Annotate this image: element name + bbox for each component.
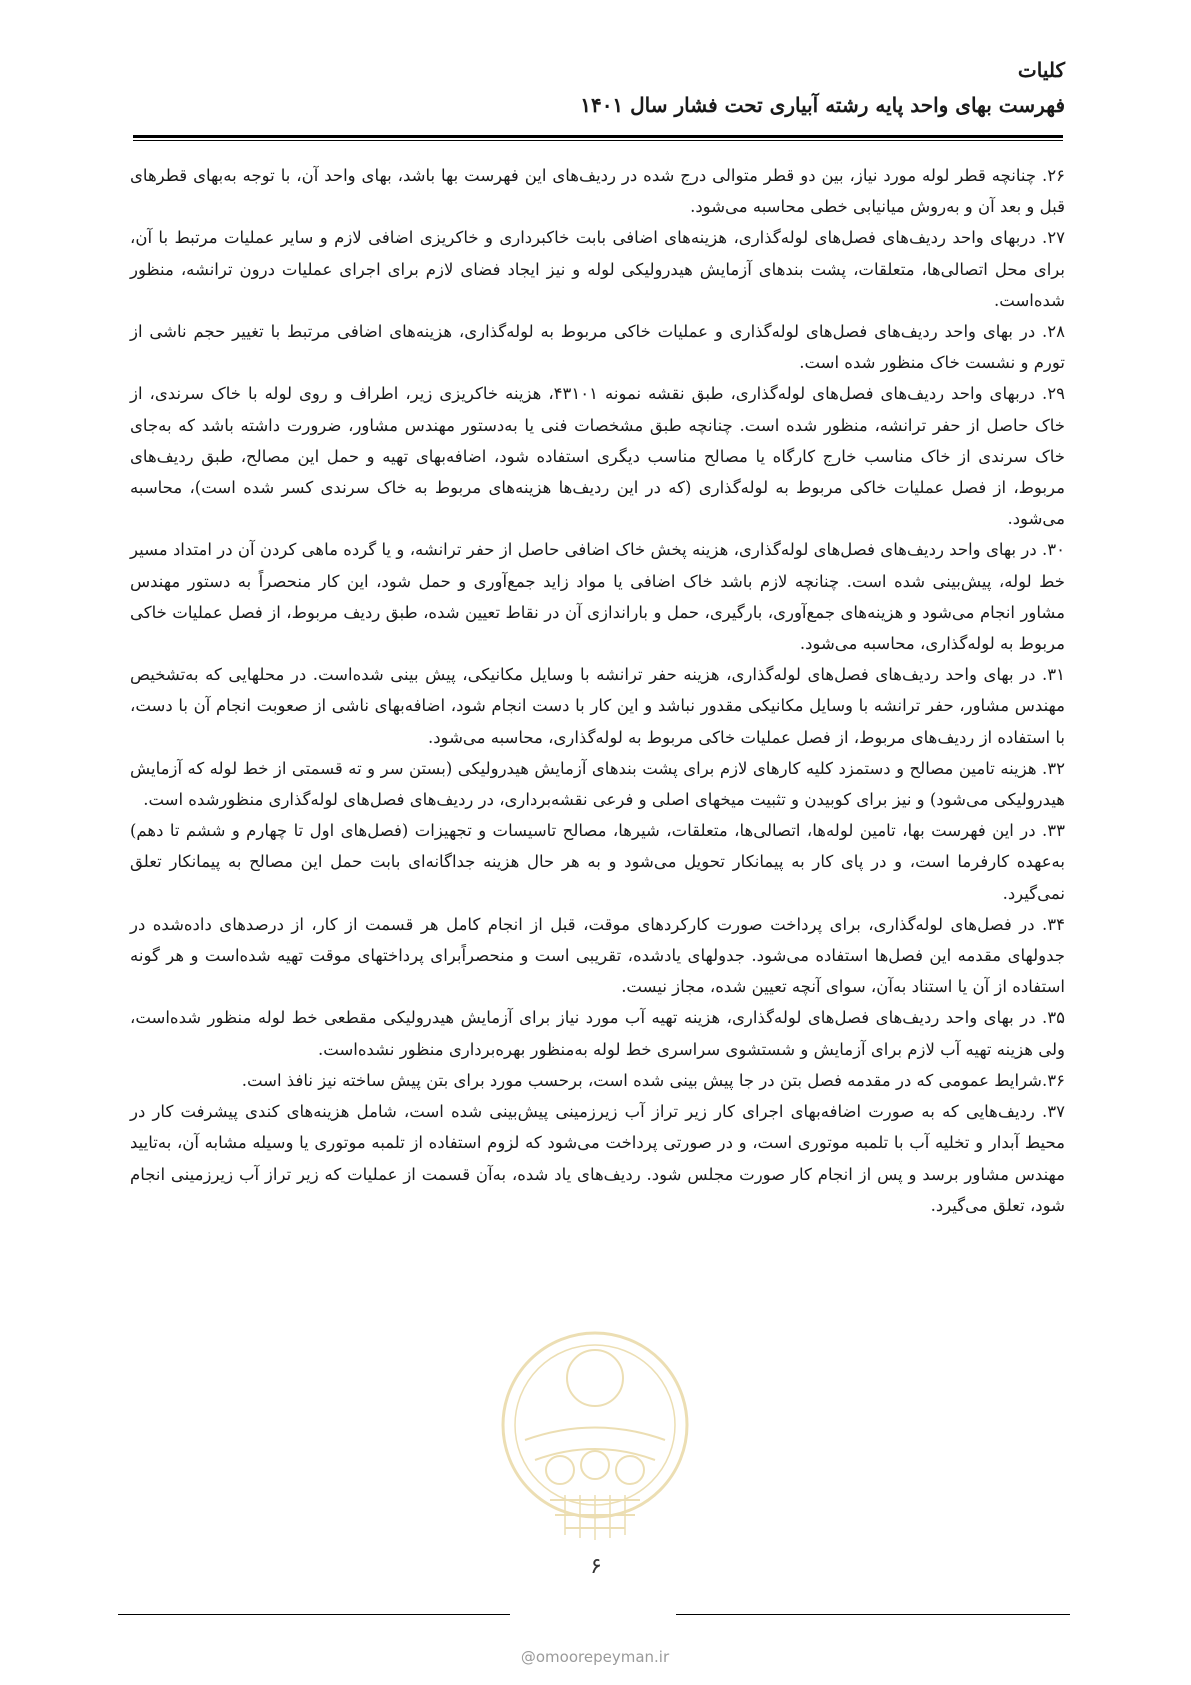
document-subtitle: فهرست بهای واحد پایه رشته آبیاری تحت فشار سال ۱۴۰۱ (580, 93, 1065, 117)
watermark-seal-icon (495, 1320, 695, 1555)
clause-32: ۳۲. هزینه تامین مصالح و دستمزد کلیه کارهای لازم برای پشت بندهای آزمایش هیدرولیکی (بستن سر و ته قسمتی از خط لوله که آزمایش هیدرولیکی می‌شود) و نیز برای کوبیدن و تثبیت میخهای اصلی و فرعی نقشه‌برداری، در ردیف‌های فصل‌های لوله‌گذاری منظورشده است. (130, 758, 1065, 810)
body-text (130, 160, 1065, 1221)
watermark-logo (495, 1320, 695, 1555)
footer-rule-left (118, 1614, 510, 1615)
header-rule-thin (133, 140, 1063, 141)
chapter-title: کلیات (1017, 58, 1065, 82)
clause-27: ۲۷. دربهای واحد ردیف‌های فصل‌های لوله‌گذاری، هزینه‌های اضافی بابت خاکبرداری و خاکریزی اضافی لازم و سایر عملیات مرتبط با آن، برای محل اتصالی‌ها، متعلقات، پشت بندهای آزمایش هیدرولیکی لوله و نیز ایجاد فضای لازم برای اجرای عملیات درون ترانشه، منظور شده‌است. (130, 228, 1065, 310)
clause-31: ۳۱. در بهای واحد ردیف‌های فصل‌های لوله‌گذاری، هزینه حفر ترانشه با وسایل مکانیکی، پیش بینی شده‌است. در محلهایی که به‌تشخیص مهندس مشاور، حفر ترانشه با وسایل مکانیکی مقدور نباشد و این کار با دست انجام شود، اضافه‌بهای ناشی از صعوبت انجام آن با دست، با استفاده از ردیف‌های مربوط، از فصل عملیات خاکی مربوط به لوله‌گذاری، محاسبه می‌شود. (130, 665, 1065, 747)
clause-34: ۳۴. در فصل‌های لوله‌گذاری، برای پرداخت صورت کارکردهای موقت، قبل از انجام کامل هر قسمت از کار، از درصدهای داده‌شده در جدولهای مقدمه این فصل‌ها استفاده می‌شود. جدولهای یادشده، تقریبی است و منحصراًبرای پرداختهای موقت تهیه شده‌است و هر گونه استفاده از آن یا استناد به‌آن، سوای آنچه تعیین شده، مجاز نیست. (130, 914, 1065, 997)
clause-35: ۳۵. در بهای واحد ردیف‌های فصل‌های لوله‌گذاری، هزینه تهیه آب مورد نیاز برای آزمایش هیدرولیکی مقطعی خط لوله منظور شده‌است، ولی هزینه تهیه آب لازم برای آزمایش و شستشوی سراسری خط لوله به‌منظور بهره‌برداری منظور نشده‌است. (130, 1008, 1065, 1059)
clause-28: ۲۸. در بهای واحد ردیف‌های فصل‌های لوله‌گذاری و عملیات خاکی مربوط به لوله‌گذاری، هزینه‌های اضافی مرتبط با تغییر حجم ناشی از تورم و نشست خاک منظور شده است. (130, 322, 1065, 373)
page-header (130, 55, 1065, 121)
clause-36: ۳۶.شرایط عمومی که در مقدمه فصل بتن در جا پیش بینی شده است، برحسب مورد برای بتن پیش ساخته نیز نافذ است. (241, 1070, 1065, 1090)
clause-30: ۳۰. در بهای واحد ردیف‌های فصل‌های لوله‌گذاری، هزینه پخش خاک اضافی حاصل از حفر ترانشه، و یا گرده ماهی کردن آن در امتداد مسیر خط لوله، پیش‌بینی شده است. چنانچه لازم باشد خاک اضافی یا مواد زاید جمع‌آوری و حمل شود، این کار منحصراً به دستور مهندس مشاور انجام می‌شود و هزینه‌های جمع‌آوری، بارگیری، حمل و باراندازی آن در نقاط تعیین شده، طبق ردیف مربوط، از فصل عملیات خاکی مربوط به لوله‌گذاری، محاسبه می‌شود. (130, 540, 1065, 654)
clause-37: ۳۷. ردیف‌هایی که به صورت اضافه‌بهای اجرای کار زیر تراز آب زیرزمینی پیش‌بینی شده است، شامل هزینه‌های کندی پیشرفت کار در محیط آبدار و تخلیه آب با تلمبه موتوری است، و در صورتی پرداخت می‌شود که لزوم استفاده از تلمبه موتوری یا وسیله مشابه آن، به‌تایید مهندس مشاور برسد و پس از انجام کار صورت مجلس شود. ردیف‌های یاد شده، به‌آن قسمت از عملیات که زیر تراز آب زیرزمینی انجام شود، تعلق می‌گیرد. (130, 1102, 1065, 1215)
clause-33: ۳۳. در این فهرست بها، تامین لوله‌ها، اتصالی‌ها، متعلقات، شیرها، مصالح تاسیسات و تجهیزات (فصل‌های اول تا چهارم و ششم تا دهم) به‌عهده کارفرما است، و در پای کار به پیمانکار تحویل می‌شود و به هر حال هزینه جداگانه‌ای بابت حمل این مصالح به پیمانکار تعلق نمی‌گیرد. (130, 821, 1065, 903)
footer-rule-right (676, 1614, 1070, 1615)
page-number: ۶ (590, 1554, 602, 1579)
website-watermark: @omoorepeyman.ir (520, 1648, 670, 1666)
header-rule-thick (133, 135, 1063, 138)
clause-29: ۲۹. دربهای واحد ردیف‌های فصل‌های لوله‌گذاری، طبق نقشه نمونه ۴۳۱۰۱، هزینه خاکریزی زیر، اطراف و روی لوله با خاک سرندی، از خاک حاصل از حفر ترانشه، منظور شده است. چنانچه طبق مشخصات فنی یا به‌دستور مهندس مشاور، ضرورت داشته باشد که به‌جای خاک سرندی از خاک مناسب خارج کارگاه یا مصالح مناسب دیگری استفاده شود، اضافه‌بهای تهیه و حمل این مصالح، طبق ردیف‌های مربوط، از فصل عملیات خاکی مربوط به لوله‌گذاری (که در این ردیف‌ها هزینه‌های مربوط به خاک سرندی کسر شده است)، محاسبه می‌شود. (130, 384, 1065, 529)
clause-26: ۲۶. چنانچه قطر لوله مورد نیاز، بین دو قطر متوالی درج شده در ردیف‌های این فهرست بها باشد، بهای واحد آن، با توجه به‌بهای قطرهای قبل و بعد آن و به‌روش میانیابی خطی محاسبه می‌شود. (130, 166, 1065, 217)
